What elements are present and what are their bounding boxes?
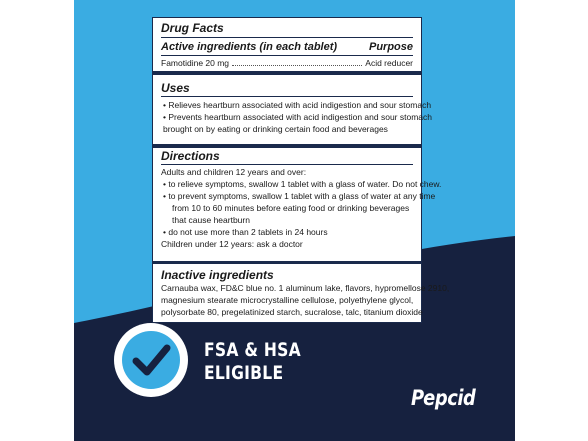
inactive-line: magnesium stearate microcrystalline cellulose, polyethylene glycol, bbox=[161, 295, 414, 305]
fsa-hsa-line1: FSA & HSA bbox=[204, 339, 301, 361]
divider bbox=[161, 96, 413, 97]
directions-item-cont: that cause heartburn bbox=[172, 215, 250, 225]
ingredient-row bbox=[161, 57, 413, 69]
active-ingredients-header-row bbox=[161, 40, 413, 54]
fsa-hsa-badge bbox=[114, 323, 188, 397]
uses-section bbox=[153, 79, 432, 148]
divider bbox=[161, 55, 413, 56]
directions-section bbox=[153, 148, 442, 264]
directions-item-cont: from 10 to 60 minutes before eating food or drinking beverages bbox=[172, 203, 410, 213]
product-panel bbox=[74, 0, 515, 441]
divider bbox=[161, 37, 413, 38]
uses-title: Uses bbox=[161, 81, 190, 95]
active-ingredients-header: Active ingredients (in each tablet) bbox=[161, 41, 338, 53]
drug-facts-title: Drug Facts bbox=[161, 21, 224, 35]
ingredient-name: Famotidine 20 mg bbox=[161, 58, 230, 68]
brand-logo: Pepcid bbox=[411, 386, 476, 410]
directions-intro: Adults and children 12 years and over: bbox=[161, 167, 307, 177]
fsa-hsa-line2: ELIGIBLE bbox=[204, 362, 284, 384]
directions-item: • to prevent symptoms, swallow 1 tablet with a glass of water at any time bbox=[163, 191, 436, 201]
directions-title: Directions bbox=[161, 149, 220, 163]
inactive-line: polysorbate 80, pregelatinized starch, sucralose, talc, titanium dioxide bbox=[161, 307, 423, 317]
directions-item: • to relieve symptoms, swallow 1 tablet with a glass of water. Do not chew. bbox=[163, 179, 442, 189]
drug-facts-label bbox=[152, 17, 450, 323]
checkmark-icon bbox=[122, 331, 180, 389]
uses-item: • Prevents heartburn associated with acid indigestion and sour stomach bbox=[163, 112, 432, 122]
purpose-header: Purpose bbox=[368, 41, 413, 53]
divider bbox=[161, 164, 413, 165]
uses-item: brought on by eating or drinking certain food and beverages bbox=[163, 124, 388, 134]
directions-item: • do not use more than 2 tablets in 24 hours bbox=[163, 227, 328, 237]
uses-item: • Relieves heartburn associated with acid indigestion and sour stomach bbox=[163, 100, 432, 110]
directions-children: Children under 12 years: ask a doctor bbox=[161, 239, 303, 249]
leader-dots bbox=[232, 65, 362, 66]
inactive-ingredients-section bbox=[153, 267, 450, 323]
ingredient-purpose: Acid reducer bbox=[365, 58, 413, 68]
fsa-hsa-text bbox=[204, 339, 301, 385]
inactive-line: Carnauba wax, FD&C blue no. 1 aluminum lake, flavors, hypromellose 2910, bbox=[161, 283, 450, 293]
inactive-ingredients-title: Inactive ingredients bbox=[161, 268, 274, 282]
active-ingredients-section bbox=[153, 18, 421, 75]
